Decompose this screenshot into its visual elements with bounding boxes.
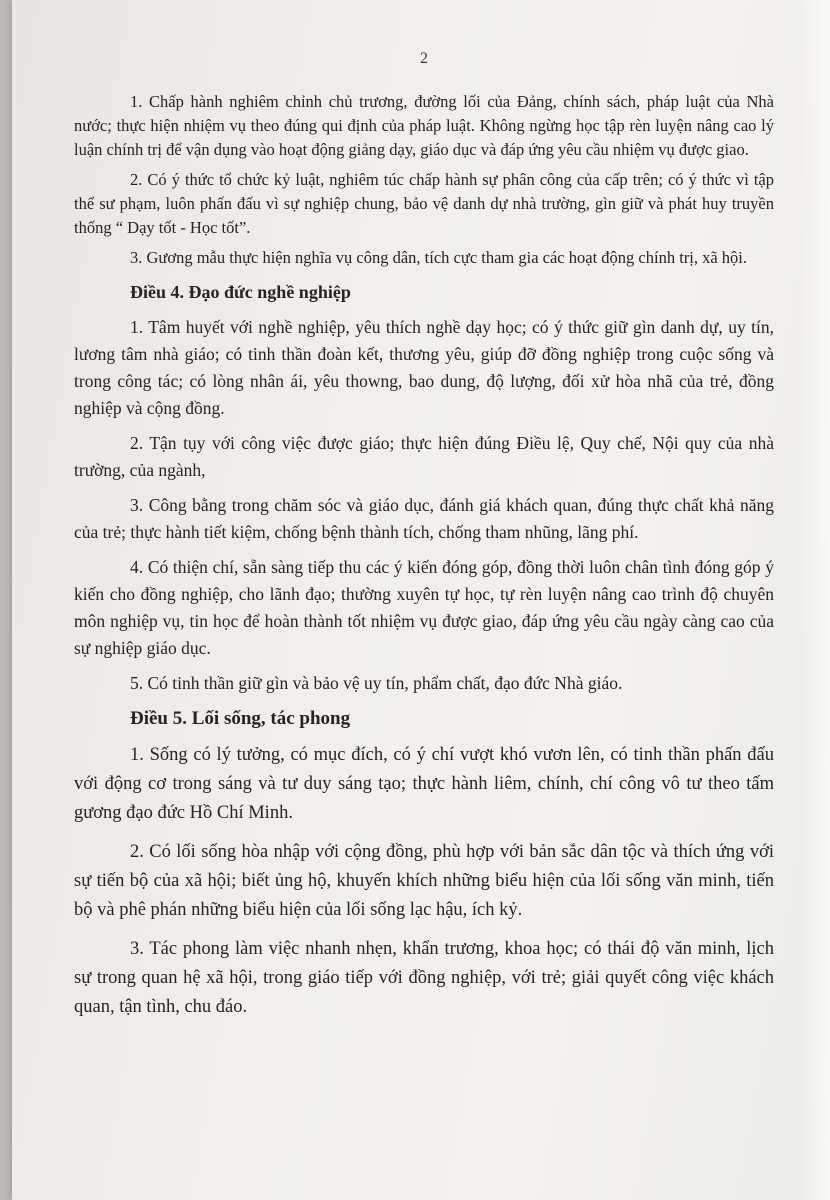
article5-paragraph-1: 1. Sống có lý tưởng, có mục đích, có ý chí vượt khó vươn lên, có tinh thần phấn đấu với động cơ trong sáng và tư duy sáng tạo; thực hành liêm, chính, chí công vô tư theo tấm gương đạo đức Hồ Chí Minh. xyxy=(74,745,774,823)
article4-paragraph-2: 2. Tận tụy với công việc được giáo; thực hiện đúng Điều lệ, Quy chế, Nội quy của nhà trường, của ngành, xyxy=(74,433,774,480)
document-content xyxy=(74,50,774,1032)
page-number: 2 xyxy=(420,50,428,67)
article4-heading: Điều 4. Đạo đức nghề nghiệp xyxy=(130,282,351,302)
article5-heading: Điều 5. Lối sống, tác phong xyxy=(130,708,351,729)
document-page xyxy=(12,0,830,1200)
intro-paragraph-3: 3. Gương mẫu thực hiện nghĩa vụ công dân, tích cực tham gia các hoạt động chính trị, xã hội. xyxy=(130,248,748,267)
article4-paragraph-5: 5. Có tinh thần giữ gìn và bảo vệ uy tín, phẩm chất, đạo đức Nhà giáo. xyxy=(130,673,623,693)
article5-paragraph-2: 2. Có lối sống hòa nhập với cộng đồng, phù hợp với bản sắc dân tộc và thích ứng với sự tiến bộ của xã hội; biết ủng hộ, khuyến khích những biểu hiện của lối sống văn minh, tiến bộ và phê phán những biểu hiện của lối sống lạc hậu, ích kỷ. xyxy=(74,842,774,920)
intro-paragraph-2: 2. Có ý thức tổ chức kỷ luật, nghiêm túc chấp hành sự phân công của cấp trên; có ý thức vì tập thể sư phạm, luôn phấn đấu vì sự nghiệp chung, bảo vệ danh dự nhà trường, gìn giữ và phát huy truyền thống “ Dạy tốt - Học tốt”. xyxy=(74,170,774,237)
intro-paragraph-1: 1. Chấp hành nghiêm chỉnh chủ trương, đường lối của Đảng, chính sách, pháp luật của Nhà nước; thực hiện nhiệm vụ theo đúng qui định của pháp luật. Không ngừng học tập rèn luyện nâng cao lý luận chính trị để vận dụng vào hoạt động giảng dạy, giáo dục và đáp ứng yêu cầu nhiệm vụ được giao. xyxy=(74,92,774,159)
paper-edge xyxy=(800,0,830,1200)
article4-paragraph-3: 3. Công bằng trong chăm sóc và giáo dục, đánh giá khách quan, đúng thực chất khả năng của trẻ; thực hành tiết kiệm, chống bệnh thành tích, chống tham nhũng, lãng phí. xyxy=(74,495,774,542)
article5-paragraph-3: 3. Tác phong làm việc nhanh nhẹn, khẩn trương, khoa học; có thái độ văn minh, lịch sự trong quan hệ xã hội, trong giáo tiếp với đồng nghiệp, với trẻ; giải quyết công việc khách quan, tận tình, chu đáo. xyxy=(74,939,774,1017)
article4-paragraph-1: 1. Tâm huyết với nghề nghiệp, yêu thích nghề dạy học; có ý thức giữ gìn danh dự, uy tín, lương tâm nhà giáo; có tinh thần đoàn kết, thương yêu, giúp đỡ đồng nghiệp trong cuộc sống và trong công tác; có lòng nhân ái, yêu thowng, bao dung, độ lượng, đối xử hòa nhã của trẻ, đồng nghiệp và cộng đồng. xyxy=(74,317,774,418)
article4-paragraph-4: 4. Có thiện chí, sẵn sàng tiếp thu các ý kiến đóng góp, đồng thời luôn chân tình đóng góp ý kiến cho đồng nghiệp, cho lãnh đạo; thường xuyên tự học, tự rèn luyện nâng cao trình độ chuyên môn nghiệp vụ, tin học để hoàn thành tốt nhiệm vụ được giao, đáp ứng yêu cầu ngày càng cao của sự nghiệp giáo dục. xyxy=(74,557,774,658)
